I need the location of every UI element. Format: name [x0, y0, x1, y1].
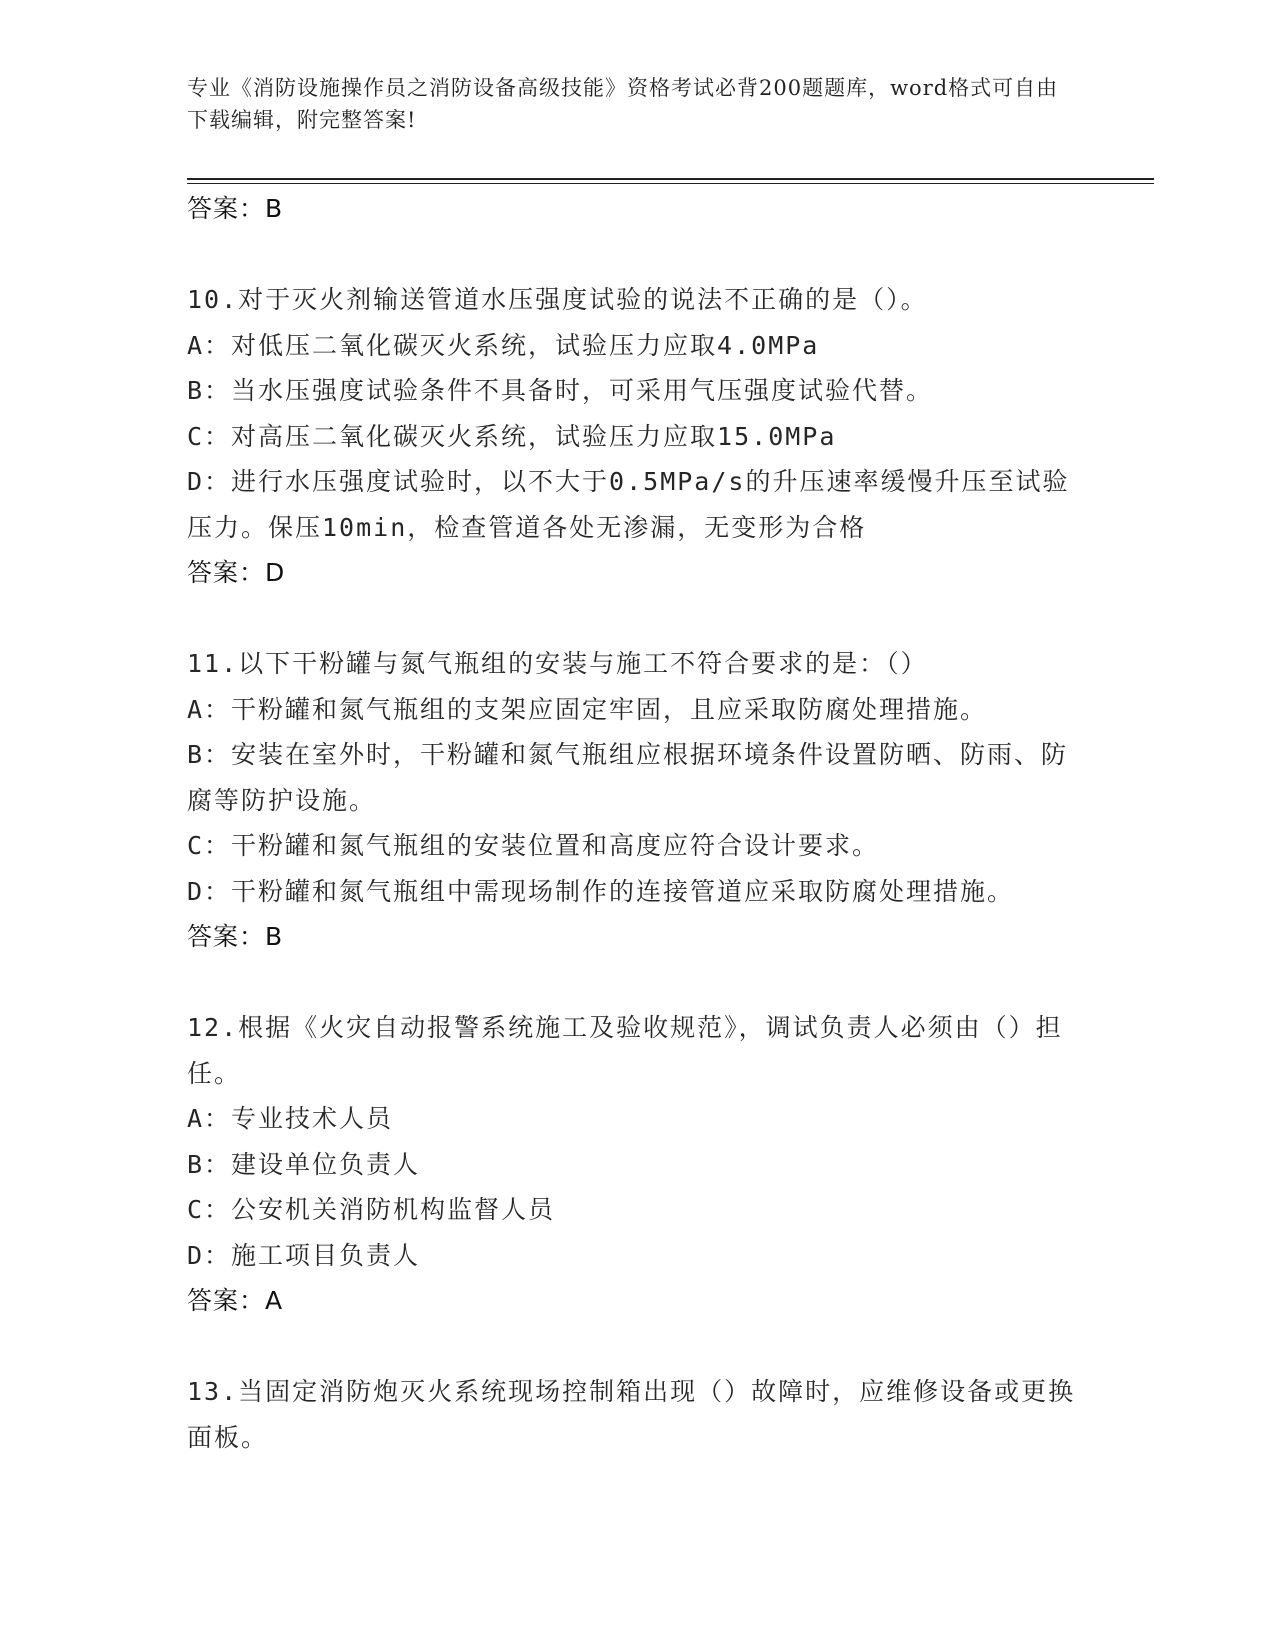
question-stem: 10.对于灭火剂输送管道水压强度试验的说法不正确的是（）。: [187, 285, 928, 314]
option-c: C：公安机关消防机构监督人员: [187, 1195, 556, 1224]
question-stem: 13.当固定消防炮灭火系统现场控制箱出现（）故障时，应维修设备或更换面板。: [187, 1377, 1076, 1452]
option-c: C：干粉罐和氮气瓶组的安装位置和高度应符合设计要求。: [187, 831, 880, 860]
option-d: D：进行水压强度试验时，以不大于0.5MPa/s的升压速率缓慢升压至试验压力。保压10min，检查管道各处无渗漏，无变形为合格: [187, 467, 1070, 542]
answer-label: 答案：D: [187, 558, 286, 587]
answer-label: 答案：A: [187, 1286, 284, 1315]
option-d: D：干粉罐和氮气瓶组中需现场制作的连接管道应采取防腐处理措施。: [187, 876, 1015, 906]
option-c: C：对高压二氧化碳灭火系统，试验压力应取15.0MPa: [187, 421, 837, 451]
question-list: [187, 186, 1087, 1460]
previous-answer: 答案：B: [187, 194, 284, 223]
option-b: B：建设单位负责人: [187, 1149, 421, 1179]
option-b: B：当水压强度试验条件不具备时，可采用气压强度试验代替。: [187, 376, 934, 405]
header-divider: [187, 178, 1154, 184]
question-stem: 12.根据《火灾自动报警系统施工及验收规范》，调试负责人必须由（）担任。: [187, 1013, 1063, 1088]
question-10: [187, 277, 1087, 596]
option-a: A：对低压二氧化碳灭火系统，试验压力应取4.0MPa: [187, 330, 820, 360]
question-12: [187, 1005, 1087, 1324]
question-stem: 11.以下干粉罐与氮气瓶组的安装与施工不符合要求的是：（）: [187, 649, 928, 678]
answer-label: 答案：B: [187, 922, 284, 951]
option-d: D：施工项目负责人: [187, 1240, 421, 1270]
option-b: B：安装在室外时，干粉罐和氮气瓶组应根据环境条件设置防晒、防雨、防腐等防护设施。: [187, 740, 1069, 815]
question-11: [187, 641, 1087, 960]
question-13: [187, 1369, 1087, 1460]
document-header: 专业《消防设施操作员之消防设备高级技能》资格考试必背200题题库，word格式可自由下载编辑，附完整答案!: [187, 76, 1059, 132]
option-a: A：专业技术人员: [187, 1104, 394, 1133]
option-a: A：干粉罐和氮气瓶组的支架应固定牢固，且应采取防腐处理措施。: [187, 694, 988, 724]
